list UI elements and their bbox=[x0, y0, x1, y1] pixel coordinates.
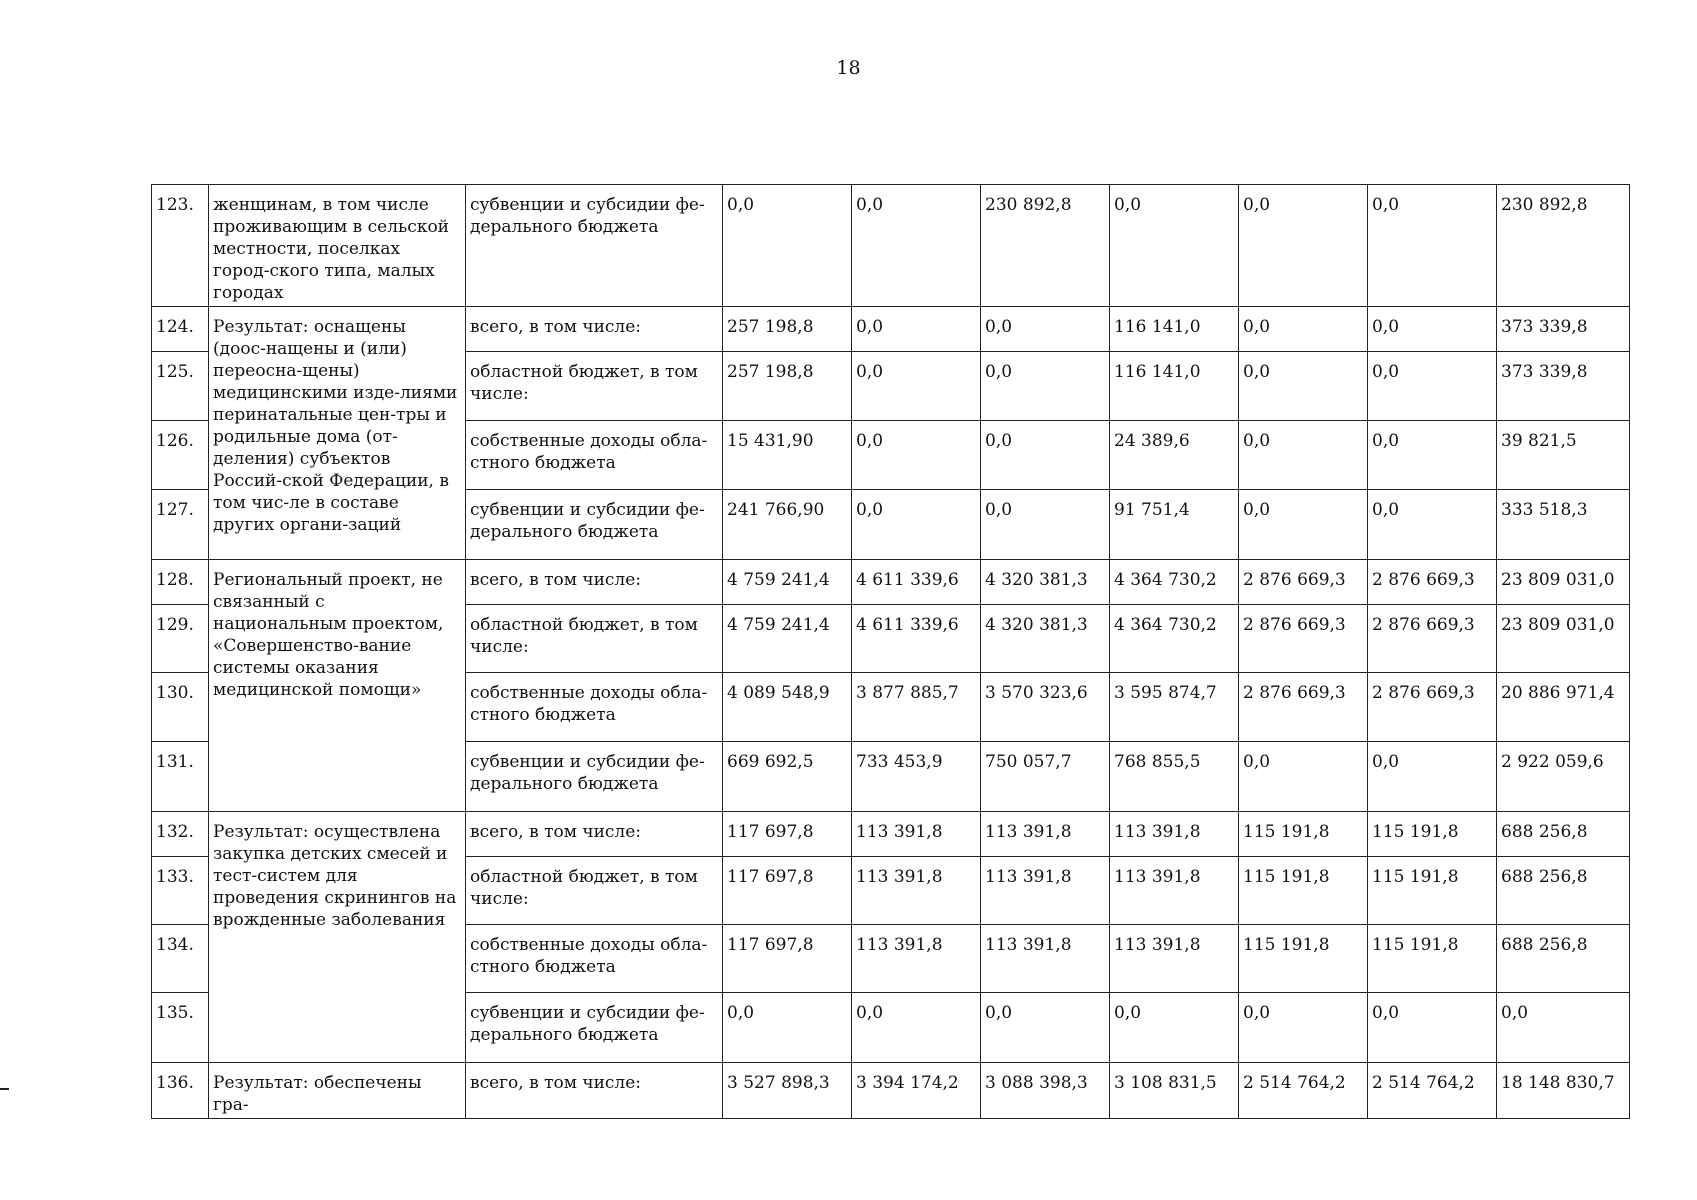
value-cell: 3 570 323,6 bbox=[981, 673, 1110, 742]
value-cell: 2 876 669,3 bbox=[1239, 605, 1368, 673]
value-cell: 0,0 bbox=[1239, 993, 1368, 1063]
value-cell: 116 141,0 bbox=[1110, 307, 1239, 352]
value-cell: 0,0 bbox=[981, 307, 1110, 352]
value-cell: 4 759 241,4 bbox=[723, 560, 852, 605]
value-cell: 4 364 730,2 bbox=[1110, 605, 1239, 673]
value-cell: 3 108 831,5 bbox=[1110, 1063, 1239, 1119]
value-cell: 0,0 bbox=[852, 421, 981, 490]
value-cell: 0,0 bbox=[852, 993, 981, 1063]
value-cell: 113 391,8 bbox=[852, 925, 981, 993]
value-cell: 4 611 339,6 bbox=[852, 560, 981, 605]
value-cell: 257 198,8 bbox=[723, 307, 852, 352]
funding-source: областной бюджет, в том числе: bbox=[466, 857, 723, 925]
value-cell: 113 391,8 bbox=[852, 812, 981, 857]
funding-source: собственные доходы обла-стного бюджета bbox=[466, 421, 723, 490]
row-number: 134. bbox=[152, 925, 209, 993]
value-cell: 2 514 764,2 bbox=[1239, 1063, 1368, 1119]
value-cell: 0,0 bbox=[852, 490, 981, 560]
row-number: 124. bbox=[152, 307, 209, 352]
value-cell: 117 697,8 bbox=[723, 857, 852, 925]
value-cell: 768 855,5 bbox=[1110, 742, 1239, 812]
value-cell: 113 391,8 bbox=[981, 812, 1110, 857]
value-cell: 0,0 bbox=[1368, 742, 1497, 812]
value-cell: 115 191,8 bbox=[1368, 812, 1497, 857]
funding-source: собственные доходы обла-стного бюджета bbox=[466, 673, 723, 742]
value-cell: 669 692,5 bbox=[723, 742, 852, 812]
value-cell: 0,0 bbox=[1497, 993, 1630, 1063]
table-row bbox=[152, 1063, 1630, 1119]
value-cell: 688 256,8 bbox=[1497, 857, 1630, 925]
table-row bbox=[152, 185, 1630, 307]
value-cell: 3 527 898,3 bbox=[723, 1063, 852, 1119]
value-cell: 113 391,8 bbox=[1110, 812, 1239, 857]
value-cell: 2 922 059,6 bbox=[1497, 742, 1630, 812]
value-cell: 0,0 bbox=[1239, 742, 1368, 812]
margin-mark bbox=[0, 1088, 9, 1090]
page-number: 18 bbox=[836, 57, 861, 79]
value-cell: 0,0 bbox=[981, 352, 1110, 421]
value-cell: 24 389,6 bbox=[1110, 421, 1239, 490]
funding-source: субвенции и субсидии фе-дерального бюджета bbox=[466, 993, 723, 1063]
value-cell: 113 391,8 bbox=[1110, 857, 1239, 925]
value-cell: 0,0 bbox=[1239, 352, 1368, 421]
value-cell: 4 089 548,9 bbox=[723, 673, 852, 742]
value-cell: 0,0 bbox=[723, 185, 852, 307]
value-cell: 2 876 669,3 bbox=[1368, 673, 1497, 742]
value-cell: 0,0 bbox=[852, 185, 981, 307]
value-cell: 3 088 398,3 bbox=[981, 1063, 1110, 1119]
value-cell: 333 518,3 bbox=[1497, 490, 1630, 560]
value-cell: 0,0 bbox=[1239, 490, 1368, 560]
row-description: Результат: оснащены (доос-нащены и (или) переосна-щены) медицинскими изде-лиями перинатальные цен-тры и родильные дома (от-деления) субъектов Россий-ской Федерации, в том чис-ле в составе других органи-заций bbox=[209, 307, 466, 560]
value-cell: 2 876 669,3 bbox=[1368, 560, 1497, 605]
row-number: 126. bbox=[152, 421, 209, 490]
value-cell: 2 514 764,2 bbox=[1368, 1063, 1497, 1119]
funding-source: всего, в том числе: bbox=[466, 560, 723, 605]
value-cell: 116 141,0 bbox=[1110, 352, 1239, 421]
funding-source: собственные доходы обла-стного бюджета bbox=[466, 925, 723, 993]
row-number: 132. bbox=[152, 812, 209, 857]
value-cell: 3 394 174,2 bbox=[852, 1063, 981, 1119]
budget-table bbox=[151, 184, 1630, 1119]
row-number: 130. bbox=[152, 673, 209, 742]
row-description: женщинам, в том числе проживающим в сельской местности, поселках город-ского типа, малых городах bbox=[209, 185, 466, 307]
value-cell: 18 148 830,7 bbox=[1497, 1063, 1630, 1119]
funding-source: областной бюджет, в том числе: bbox=[466, 352, 723, 421]
funding-source: всего, в том числе: bbox=[466, 812, 723, 857]
row-description: Региональный проект, не связанный с национальным проектом, «Совершенство-вание системы оказания медицинской помощи» bbox=[209, 560, 466, 812]
value-cell: 2 876 669,3 bbox=[1239, 560, 1368, 605]
value-cell: 115 191,8 bbox=[1239, 925, 1368, 993]
row-description: Результат: обеспечены гра- bbox=[209, 1063, 466, 1119]
row-number: 136. bbox=[152, 1063, 209, 1119]
value-cell: 113 391,8 bbox=[981, 925, 1110, 993]
value-cell: 230 892,8 bbox=[981, 185, 1110, 307]
value-cell: 23 809 031,0 bbox=[1497, 605, 1630, 673]
funding-source: всего, в том числе: bbox=[466, 307, 723, 352]
value-cell: 113 391,8 bbox=[1110, 925, 1239, 993]
value-cell: 113 391,8 bbox=[852, 857, 981, 925]
value-cell: 373 339,8 bbox=[1497, 307, 1630, 352]
row-number: 129. bbox=[152, 605, 209, 673]
value-cell: 4 364 730,2 bbox=[1110, 560, 1239, 605]
row-number: 127. bbox=[152, 490, 209, 560]
value-cell: 0,0 bbox=[1110, 185, 1239, 307]
table-row bbox=[152, 812, 1630, 857]
value-cell: 115 191,8 bbox=[1239, 857, 1368, 925]
value-cell: 0,0 bbox=[1239, 185, 1368, 307]
value-cell: 2 876 669,3 bbox=[1239, 673, 1368, 742]
value-cell: 0,0 bbox=[1368, 993, 1497, 1063]
funding-source: субвенции и субсидии фе-дерального бюджета bbox=[466, 490, 723, 560]
value-cell: 2 876 669,3 bbox=[1368, 605, 1497, 673]
value-cell: 3 595 874,7 bbox=[1110, 673, 1239, 742]
value-cell: 750 057,7 bbox=[981, 742, 1110, 812]
funding-source: областной бюджет, в том числе: bbox=[466, 605, 723, 673]
value-cell: 0,0 bbox=[1239, 307, 1368, 352]
funding-source: субвенции и субсидии фе-дерального бюджета bbox=[466, 185, 723, 307]
value-cell: 115 191,8 bbox=[1368, 857, 1497, 925]
value-cell: 115 191,8 bbox=[1368, 925, 1497, 993]
value-cell: 0,0 bbox=[1368, 352, 1497, 421]
table-row bbox=[152, 560, 1630, 605]
value-cell: 20 886 971,4 bbox=[1497, 673, 1630, 742]
value-cell: 39 821,5 bbox=[1497, 421, 1630, 490]
value-cell: 4 320 381,3 bbox=[981, 605, 1110, 673]
row-number: 131. bbox=[152, 742, 209, 812]
value-cell: 0,0 bbox=[852, 307, 981, 352]
row-number: 128. bbox=[152, 560, 209, 605]
value-cell: 0,0 bbox=[1368, 185, 1497, 307]
value-cell: 115 191,8 bbox=[1239, 812, 1368, 857]
value-cell: 23 809 031,0 bbox=[1497, 560, 1630, 605]
value-cell: 3 877 885,7 bbox=[852, 673, 981, 742]
value-cell: 0,0 bbox=[981, 421, 1110, 490]
row-description: Результат: осуществлена закупка детских смесей и тест-систем для проведения скринингов на врожденные заболевания bbox=[209, 812, 466, 1063]
value-cell: 688 256,8 bbox=[1497, 925, 1630, 993]
value-cell: 4 759 241,4 bbox=[723, 605, 852, 673]
value-cell: 4 320 381,3 bbox=[981, 560, 1110, 605]
table-row bbox=[152, 307, 1630, 352]
row-number: 123. bbox=[152, 185, 209, 307]
value-cell: 373 339,8 bbox=[1497, 352, 1630, 421]
value-cell: 0,0 bbox=[1110, 993, 1239, 1063]
value-cell: 0,0 bbox=[852, 352, 981, 421]
value-cell: 0,0 bbox=[1368, 307, 1497, 352]
value-cell: 0,0 bbox=[1368, 421, 1497, 490]
value-cell: 4 611 339,6 bbox=[852, 605, 981, 673]
value-cell: 0,0 bbox=[1368, 490, 1497, 560]
value-cell: 0,0 bbox=[981, 490, 1110, 560]
value-cell: 0,0 bbox=[981, 993, 1110, 1063]
value-cell: 117 697,8 bbox=[723, 925, 852, 993]
value-cell: 733 453,9 bbox=[852, 742, 981, 812]
value-cell: 113 391,8 bbox=[981, 857, 1110, 925]
value-cell: 241 766,90 bbox=[723, 490, 852, 560]
value-cell: 0,0 bbox=[1239, 421, 1368, 490]
row-number: 133. bbox=[152, 857, 209, 925]
value-cell: 688 256,8 bbox=[1497, 812, 1630, 857]
value-cell: 0,0 bbox=[723, 993, 852, 1063]
funding-source: всего, в том числе: bbox=[466, 1063, 723, 1119]
row-number: 135. bbox=[152, 993, 209, 1063]
value-cell: 117 697,8 bbox=[723, 812, 852, 857]
value-cell: 257 198,8 bbox=[723, 352, 852, 421]
funding-source: субвенции и субсидии фе-дерального бюджета bbox=[466, 742, 723, 812]
value-cell: 15 431,90 bbox=[723, 421, 852, 490]
row-number: 125. bbox=[152, 352, 209, 421]
value-cell: 91 751,4 bbox=[1110, 490, 1239, 560]
value-cell: 230 892,8 bbox=[1497, 185, 1630, 307]
